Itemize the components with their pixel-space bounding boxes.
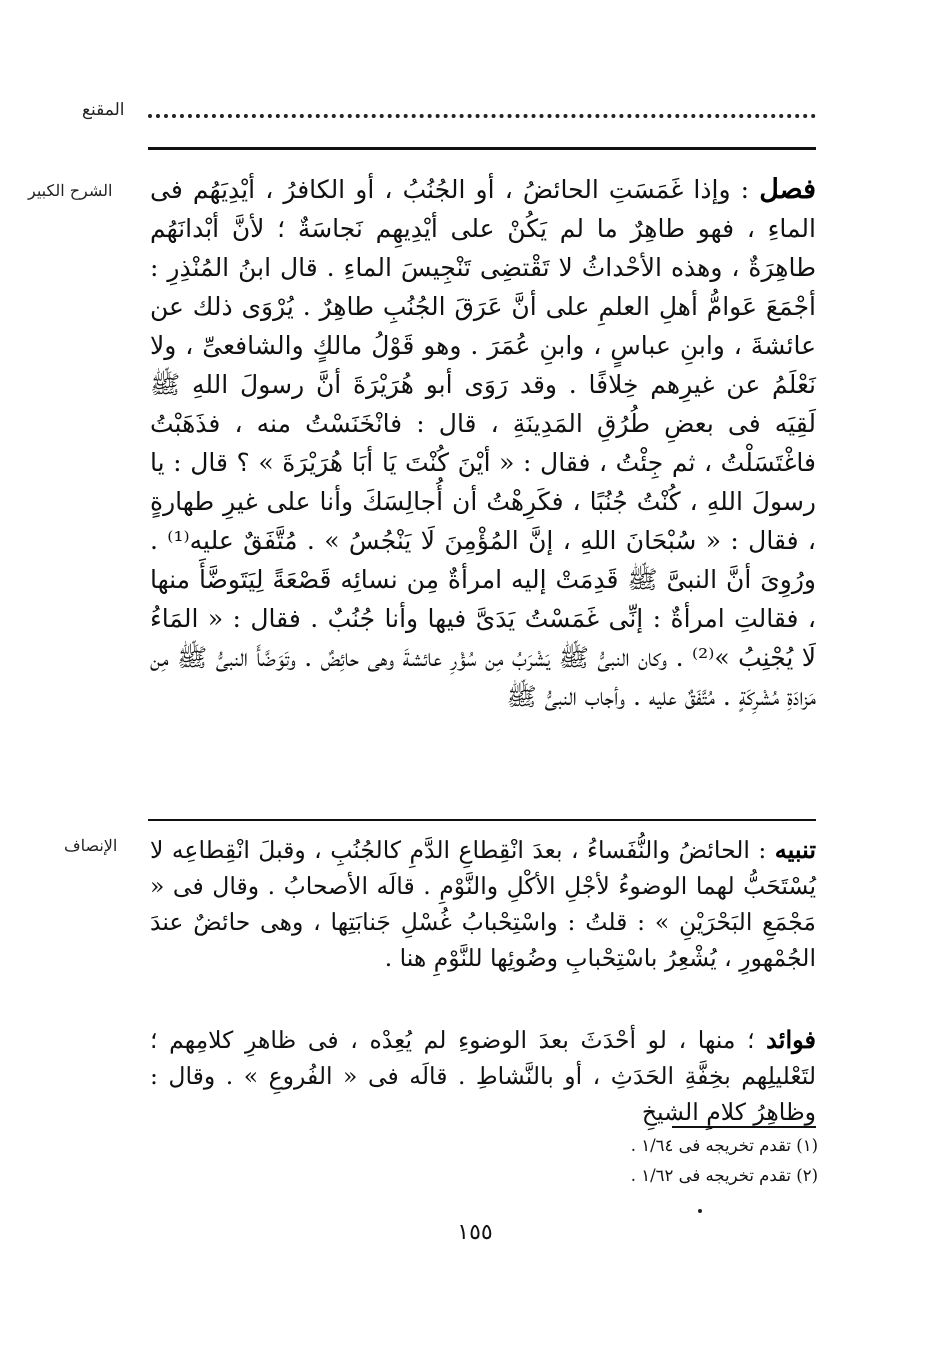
insaf-paragraph: : الحائضُ والنُّفَساءُ ، بعدَ انْقِطاعِ الدَّمِ كالجُنُبِ ، وقبلَ انْقِطاعِه لا يُسْتَحَبُّ لهما الوضوءُ لأجْلِ الأكْلِ والنَّوْمِ . قالَه الأصحابُ . وقال فى « مَجْمَعِ البَحْرَيْنِ » : قلتُ : واسْتِحْبابُ غُسْلِ جَنابَتِها ، وهى حائضٌ عندَ الجُمْهورِ ، يُشْعِرُ باسْتِحْبابِ وضُوئِها للنَّوْمِ هنا . bbox=[150, 836, 816, 972]
section-divider bbox=[148, 819, 816, 821]
footnote-rule bbox=[672, 1126, 816, 1128]
margin-label-insaf: الإنصاف bbox=[64, 836, 118, 855]
main-commentary-text bbox=[150, 170, 816, 716]
header-dotted-line bbox=[148, 114, 816, 118]
fawaid-text bbox=[150, 1022, 816, 1130]
fawaid-paragraph: ؛ منها ، لو أحْدَثَ بعدَ الوضوءِ لم يُعِدْه ، فى ظاهرِ كلامِهم ؛ لتَعْليلِهم بخِفَّةِ الحَدَثِ ، أو بالنَّشاطِ . قالَه فى « الفُروعِ » . وقال : وظاهِرُ كلامِ الشيخِ bbox=[150, 1026, 816, 1126]
section-lead-tanbih: تنبيه bbox=[774, 835, 816, 864]
section-lead-fasl: فصل bbox=[759, 174, 816, 205]
main-paragraph: : وإذا غَمَسَتِ الحائضُ ، أو الجُنُبُ ، أو الكافرُ ، أيْدِيَهُم فى الماءِ ، فهو طاهِرٌ ما لم يَكُنْ على أيْدِيهِم نَجاسَةٌ ؛ لأنَّ أبْدانَهُم طاهِرَةٌ ، وهذه الأحْداثُ لا تَقْتضِى تَنْجِيسَ الماءِ . قال ابنُ المُنْذِرِ : أجْمَعَ عَوامُّ أهلِ العلمِ على أنَّ عَرَقَ الجُنُبِ طاهِرٌ . يُرْوَى ذلك عن عائشةَ ، وابنِ عباسٍ ، وابنِ عُمَرَ . وهو قَوْلُ مالكٍ والشافعىِّ ، ولا نَعْلَمُ عن غيرِهم خِلافًا . وقد رَوَى أبو هُرَيْرَةَ أنَّ رسولَ اللهِ ﷺ لَقِيَه فى بعضِ طُرُقِ المَدِينَةِ ، قال : فانْخَنَسْتُ منه ، فذَهَبْتُ فاغْتَسَلْتُ ، ثم جِئْتُ ، فقال : « أيْنَ كُنْتَ يَا أبَا هُرَيْرَةَ » ؟ قال : يا رسولَ اللهِ ، كُنْتُ جُنُبًا ، فكَرِهْتُ أن أُجالِسَكَ وأنا على غيرِ طهارةٍ ، فقال : « سُبْحَانَ اللهِ ، إنَّ المُؤْمِنَ لَا يَنْجُسُ » . مُتَّفَقٌ عليه⁽¹⁾ . ورُوِىَ أنَّ النبىَّ ﷺ قَدِمَتْ إليه امرأةٌ مِن نسائِه قَصْعَةً لِيَتَوضَّأَ منها ، فقالتِ امرأةٌ : إنِّى غَمَسْتُ يَدَىَّ فيها وأنا جُنُبٌ . فقال : « المَاءُ لَا يُجْنِبُ »⁽²⁾ . وكان النبىُّ ﷺ يَشْرَبُ مِن سُؤْرِ عائشةَ وهى حائِضٌ . وتَوَضَّأَ النبىُّ ﷺ مِن مَزادَةِ مُشْرِكَةٍ . مُتَّفَقٌ عليه . وأجاب النبىُّ ﷺ bbox=[150, 175, 816, 711]
page-number: ١٥٥ bbox=[457, 1220, 493, 1245]
header-rule bbox=[148, 147, 816, 150]
print-speck bbox=[698, 1209, 702, 1213]
margin-label-sharh: الشرح الكبير bbox=[28, 181, 113, 200]
footnote-1: (١) تقدم تخريجه فى ١/٦٤ . bbox=[630, 1136, 818, 1155]
footnote-2: (٢) تقدم تخريجه فى ١/٦٢ . bbox=[630, 1166, 818, 1185]
running-title: المقنع bbox=[82, 100, 125, 120]
insaf-text bbox=[150, 832, 816, 976]
section-lead-fawaid: فوائد bbox=[766, 1025, 816, 1054]
